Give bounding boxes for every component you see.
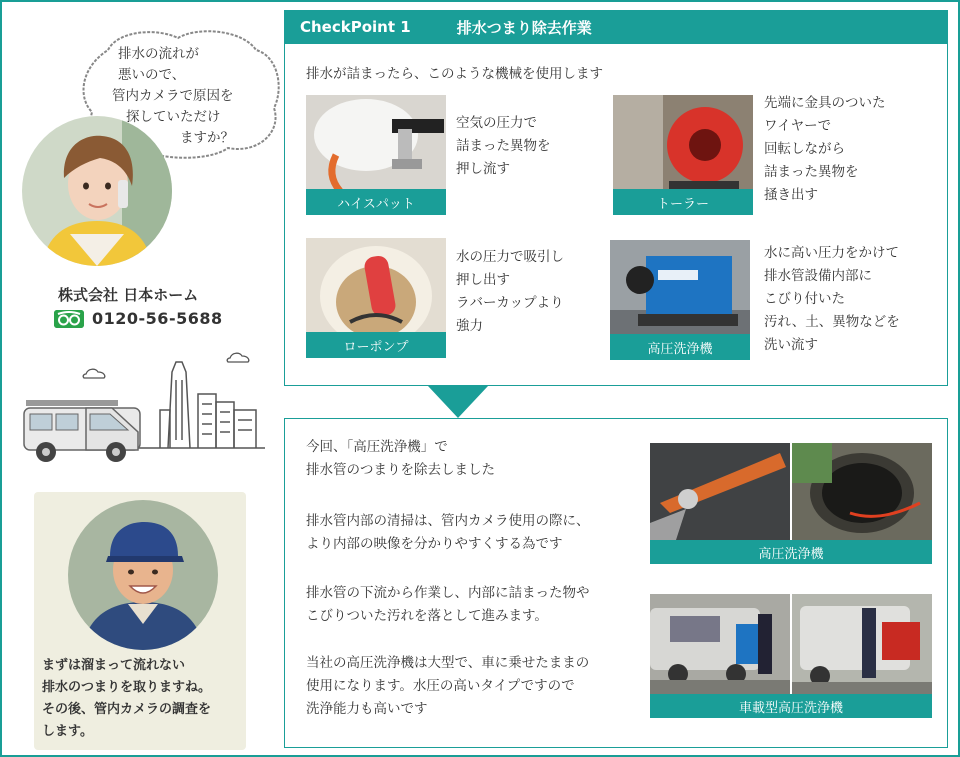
machine-photo-toller xyxy=(613,95,753,215)
checkpoint-title: 排水つまり除去作業 xyxy=(456,18,592,37)
machine-photo-washer xyxy=(610,240,750,360)
machines-intro: 排水が詰まったら、このような機械を使用します xyxy=(306,66,603,82)
desc-line: 空気の圧力で xyxy=(456,115,537,131)
report-line: 洗浄能力も高いです xyxy=(306,701,428,717)
report-paragraph-4 xyxy=(306,652,589,721)
machine-label: 高圧洗浄機 xyxy=(610,334,750,360)
phone-number[interactable]: 0120-56-5688 xyxy=(92,309,223,328)
arrow-down-icon xyxy=(428,386,488,418)
bubble-line: ますか？ xyxy=(180,130,234,146)
desc-line: 先端に金具のついた xyxy=(764,95,886,111)
machine-desc-washer xyxy=(764,242,900,357)
checkpoint-number: CheckPoint 1 xyxy=(300,18,411,36)
desc-line: 押し出す xyxy=(456,272,510,288)
desc-line: 回転しながら xyxy=(764,141,845,157)
staff-message xyxy=(42,655,242,743)
report-line: より内部の映像を分かりやすくする為です xyxy=(306,536,563,552)
machine-desc-lowpump xyxy=(456,246,564,338)
bubble-line: 探していただけ xyxy=(126,109,221,125)
report-paragraph-3 xyxy=(306,582,590,628)
truck-washer-photos xyxy=(650,594,932,694)
machine-photo-lowpump xyxy=(306,238,446,358)
customer-photo xyxy=(22,116,172,266)
staff-line: まずは溜まって流れない xyxy=(42,658,186,673)
report-paragraph-1 xyxy=(306,436,495,482)
desc-line: 掻き出す xyxy=(764,187,818,203)
phone-row xyxy=(54,309,223,328)
report-line: 使用になります。水圧の高いタイプですので xyxy=(306,678,575,694)
staff-line: します。 xyxy=(42,724,93,739)
machine-label: トーラー xyxy=(613,189,753,215)
city-van-illustration xyxy=(20,350,270,470)
report-line: こびりついた汚れを落として進みます。 xyxy=(306,608,548,624)
desc-line: 水に高い圧力をかけて xyxy=(764,245,899,261)
desc-line: 詰まった異物を xyxy=(764,164,859,180)
bubble-line: 悪いので、 xyxy=(118,67,186,83)
report-line: 当社の高圧洗浄機は大型で、車に乗せたままの xyxy=(306,655,590,671)
washer-nozzle-photos xyxy=(650,443,932,540)
staff-photo xyxy=(68,500,218,650)
staff-line: 排水のつまりを取りますね。 xyxy=(42,680,212,695)
desc-line: 詰まった異物を xyxy=(456,138,551,154)
desc-line: 強力 xyxy=(456,318,483,334)
machine-label: ハイスパット xyxy=(306,189,446,215)
checkpoint-header xyxy=(284,10,948,44)
machine-photo-highspat xyxy=(306,95,446,215)
truck-washer-photo-label: 車載型高圧洗浄機 xyxy=(650,694,932,718)
desc-line: 水の圧力で吸引し xyxy=(456,249,564,265)
company-name: 株式会社 日本ホーム xyxy=(58,286,199,304)
report-line: 今回、「高圧洗浄機」で xyxy=(306,439,448,455)
report-paragraph-2 xyxy=(306,510,590,556)
machine-desc-toller xyxy=(764,92,886,207)
desc-line: 汚れ、土、異物などを xyxy=(764,314,900,330)
bubble-line: 排水の流れが xyxy=(118,46,199,62)
machine-label: ローポンプ xyxy=(306,332,446,358)
desc-line: ワイヤーで xyxy=(764,118,832,134)
report-line: 排水管内部の清掃は、管内カメラ使用の際に、 xyxy=(306,513,590,529)
staff-line: その後、管内カメラの調査を xyxy=(42,702,212,717)
desc-line: 押し流す xyxy=(456,161,510,177)
desc-line: 排水管設備内部に xyxy=(764,268,872,284)
freedial-icon xyxy=(54,310,84,328)
report-line: 排水管の下流から作業し、内部に詰まった物や xyxy=(306,585,590,601)
report-line: 排水管のつまりを除去しました xyxy=(306,462,495,478)
desc-line: 洗い流す xyxy=(764,337,818,353)
washer-photo-label: 高圧洗浄機 xyxy=(650,540,932,564)
desc-line: ラバーカップより xyxy=(456,295,564,311)
desc-line: こびり付いた xyxy=(764,291,845,307)
bubble-line: 管内カメラで原因を xyxy=(112,88,234,104)
machine-desc-highspat xyxy=(456,112,551,181)
